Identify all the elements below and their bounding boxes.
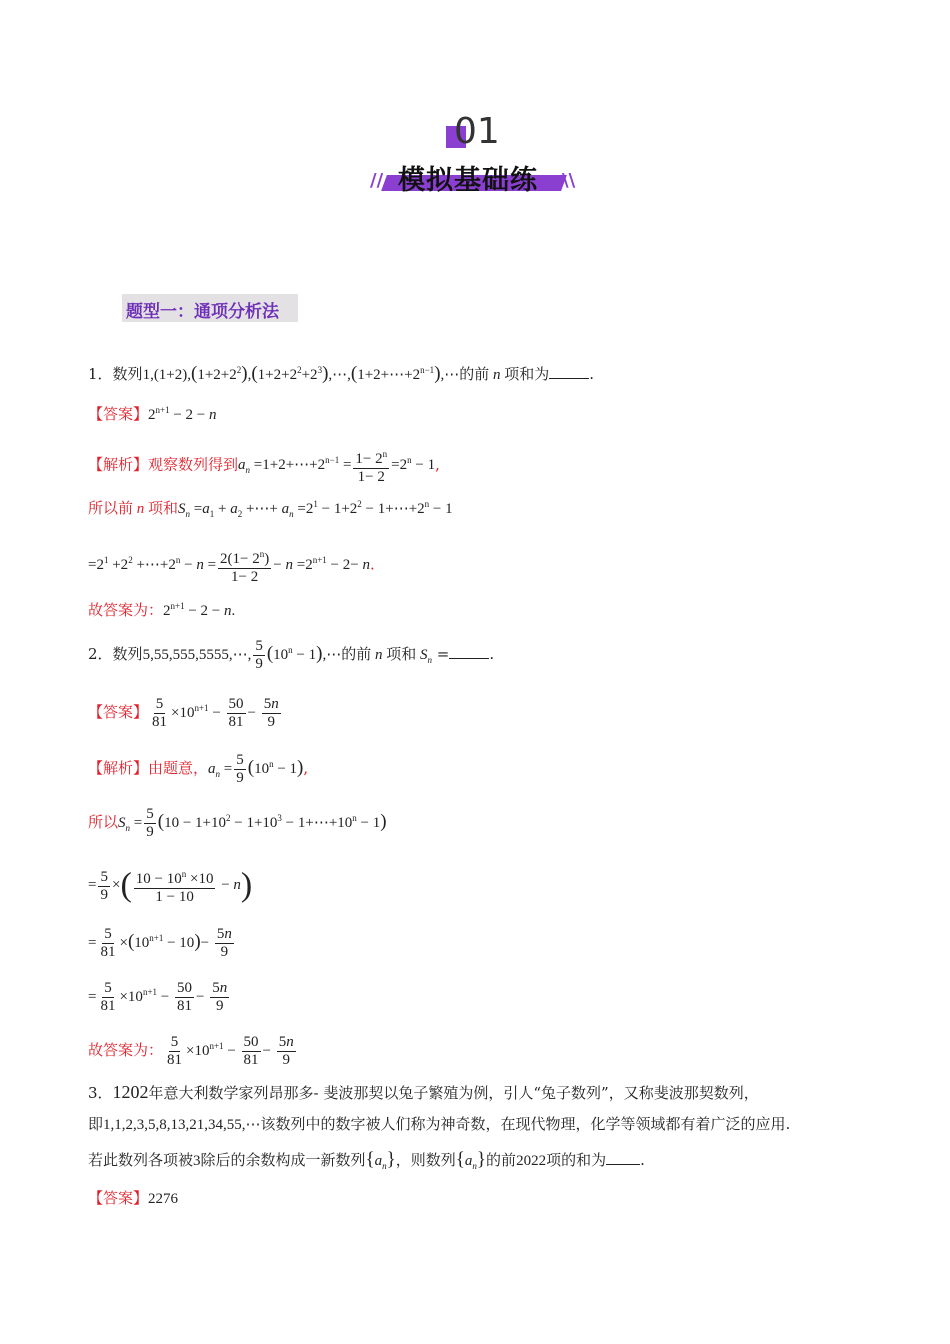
section-title: 题型一：通项分析法 [126,302,279,322]
q3-line2-pre: 即 [88,1115,104,1133]
q1-answer-row [88,400,217,425]
q2-so: 所以 [88,812,119,831]
q1-number: 1． [88,365,113,383]
q1-conclusion: 故答案为： [88,601,164,619]
q2-number: 2． [88,644,113,663]
q1-sum-formula: $S_n =a_1 + a_2$ +⋯+ $a_n =2^1 - 1+2^2$ − $1+\cdots+2^n - 1$ [178,499,453,519]
q1-analysis-tag: 【解析】 [88,455,149,474]
q3-line2 [88,1114,790,1135]
q2-mid: 项和 [386,644,417,663]
q1-post: 的前 [459,365,490,383]
q2-question: 2．数列5,55,555,5555,⋯, $\frac{5}{9}$ ($10^n$ − 1),⋯的前 n 项和 $S_n$ = . [88,638,495,672]
header-title: 模拟基础练 [398,165,538,196]
q2-answer-row [88,696,283,731]
q1-question: 1．数列$1,(1+2),(1+2+2^2),(1+2+2^2+2^3),\cdots,(1+2+\cdots+2^{n-1}),\cdots$的前 n 项和为 . [88,363,595,384]
q3-line3-e: 项的和为 [546,1151,607,1169]
q2-conclusion-formula: $\frac{5}{81}$ $\times 10^{n+1}$ − $\frac{50}{81}$ − $\frac{5n}{9}$ [167,1034,294,1068]
q1-answer-blank [549,366,589,379]
q3-year: 1202 [112,1082,149,1102]
q2-step3: = $\frac{5}{81}$ $\times 10^{n+1}$ − $\frac{50}{81}$ − $\frac{5n}{9}$ [88,980,228,1014]
q3-seq-an-2: $\{a_n\}$ [455,1149,487,1171]
q3-line2-post: 该数列中的数字被人们称为神奇数，在现代物理，化学等领域都有着广泛的应用. [260,1115,791,1133]
q1-answer-tag: 【答案】 [88,405,149,423]
q3-line1 [88,1082,759,1103]
q3-line3: 若此数列各项被3除后的余数构成一新数列$\{a_n\}$，则数列$\{a_n\}$的前2022项的和为 . [88,1149,645,1171]
q2-analysis-text: 由题意， [148,758,209,777]
header-slash-left: // [370,170,384,191]
q2-conclusion-row [88,1034,298,1069]
q2-step2: = $\frac{5}{81}$ $\times(10^{n+1} - 10)-$ $\frac{5n}{9}$ [88,926,232,960]
q3-answer-row [88,1188,178,1209]
q1-analysis-text: 观察数列得到 [148,455,239,474]
q1-conclusion-row [88,596,235,621]
q1-analysis-row: 【解析】观察数列得到$a_n$ $=1+2+\cdots+2^{n-1}$ = $\frac{1- 2^n}{1- 2}$ $=2^n - 1$, [88,446,440,486]
q3-answer: 2276 [148,1191,179,1207]
q2-pre: 数列 [112,644,143,663]
q1-conclusion-formula: $2^{n+1} - 2 - n$. [163,601,236,619]
q1-analysis-formula: $a_n$ $=1+2+\cdots+2^{n-1}$ = $\frac{1- 2^n}{1- 2}$ $=2^n - 1$ [238,457,435,473]
q1-sum-row2: $=2^1 +2^2$ $+\cdots+2^n - n$ = $\frac{2(1- 2^n)}{1- 2}$ − $n =2^{n+1} - 2- n$. [88,546,375,586]
q1-sum-formula2: $=2^1 +2^2$ $+\cdots+2^n - n$ = $\frac{2(1- 2^n)}{1- 2}$ − $n =2^{n+1} - 2- n$ [88,557,370,573]
q2-post: 的前 [341,644,372,663]
q1-answer: $2^{n+1} - 2 - n$ [148,405,217,423]
q2-analysis-tag: 【解析】 [88,758,149,777]
header-slash-right: \\ [562,170,576,191]
q2-step1: = $\frac{5}{9}$ ×( $\frac{10 - 10^n \times 10}{1 - 10}$ − n) [88,867,253,905]
q1-sum-row: 所以前 n 项和$S_n =a_1 + a_2$ +⋯+ $a_n =2^1 - 1+2^2$ − $1+\cdots+2^n - 1$ [88,499,453,519]
q1-sequence: $1,(1+2),(1+2+2^2),(1+2+2^2+2^3),\cdots,(1+2+\cdots+2^{n-1}),\cdots$ [142,363,460,384]
q2-answer: $\frac{5}{81}$ $\times 10^{n+1}$ − $\frac{50}{81}$ − $\frac{5n}{9}$ [152,696,279,730]
q2-answer-tag: 【答案】 [88,702,149,721]
q2-answer-blank [449,646,489,659]
q3-answer-tag: 【答案】 [88,1189,149,1207]
q3-three: 3 [193,1153,201,1169]
q2-so-row [88,806,387,841]
header-number: 01 [454,111,500,152]
q3-line3-a: 若此数列各项被 [88,1151,194,1169]
q2-analysis-row: 【解析】由题意，$a_n$ = $\frac{5}{9}$ $(10^n - 1)$, [88,752,309,786]
q3-number: 3． [88,1084,113,1102]
q1-line2-pre: 所以前 [88,499,134,517]
q1-pre: 数列 [112,365,143,383]
q3-line3-d: 的前 [486,1151,517,1169]
q1-line2-mid: 项和 [148,499,179,517]
q3-line1-text: 年意大利数学家列昂那多- 斐波那契以兔子繁殖为例，引人“兔子数列”，又称斐波那契数列， [148,1084,759,1102]
q3-answer-blank [606,1152,640,1165]
q3-seq-an-1: $\{a_n\}$ [365,1149,396,1171]
q2-so-formula: $S_n$ = $\frac{5}{9}$ ($10 - 1+10^2 - 1+10^3$ − $1+\cdots+10^n - 1$) [118,806,387,840]
q1-mid: 项和为 [504,365,550,383]
q2-conclusion: 故答案为： [88,1040,164,1059]
q3-year2: 2022 [516,1153,547,1169]
q2-sequence: 5,55,555,5555,⋯, $\frac{5}{9}$ ($10^n$ − 1),⋯ [142,638,342,672]
q3-line3-c: ，则数列 [395,1151,456,1169]
q3-sequence: 1,1,2,3,5,8,13,21,34,55,⋯ [103,1117,261,1133]
q2-analysis-formula: $a_n$ = $\frac{5}{9}$ $(10^n - 1)$ [208,752,304,786]
q3-line3-b: 除后的余数构成一新数列 [200,1151,366,1169]
